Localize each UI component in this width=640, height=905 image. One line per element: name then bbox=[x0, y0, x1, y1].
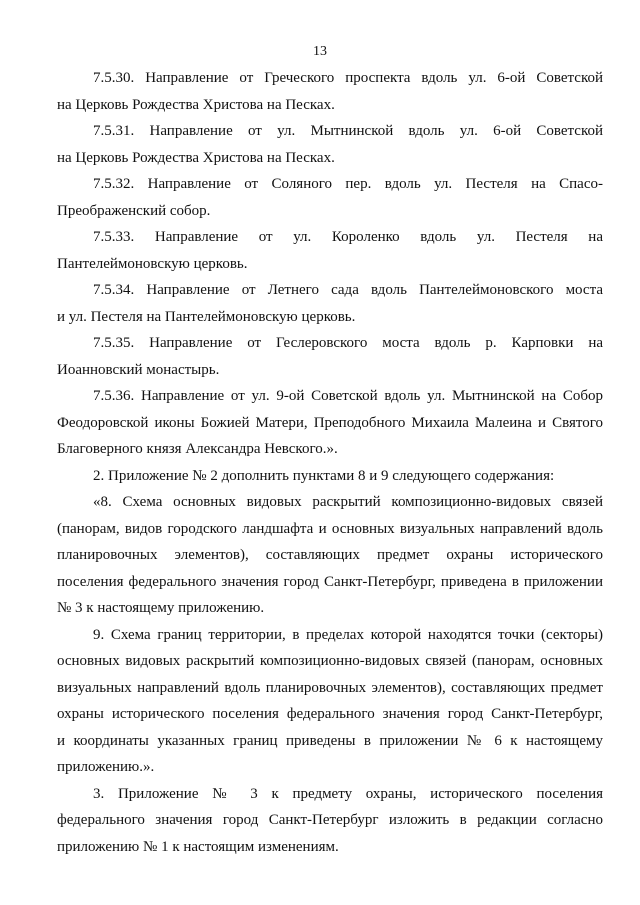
text-line: приложению № 1 к настоящим изменениям. bbox=[57, 839, 339, 855]
text-line: № 3 к настоящему приложению. bbox=[57, 600, 265, 616]
text-line: на Церковь Рождества Христова на Песках. bbox=[57, 97, 335, 113]
text-line: «8. Схема основных видовых раскрытий композиционно-видовых связей bbox=[93, 494, 603, 510]
text-line: 7.5.30. Направление от Греческого проспекта вдоль ул. 6-ой Советской bbox=[93, 70, 603, 86]
text-line: 7.5.31. Направление от ул. Мытнинской вдоль ул. 6-ой Советской bbox=[93, 123, 603, 139]
text-line: на Церковь Рождества Христова на Песках. bbox=[57, 150, 335, 166]
text-line: Пантелеймоновскую церковь. bbox=[57, 256, 248, 272]
text-line: федерального значения город Санкт-Петербург изложить в редакции согласно bbox=[57, 812, 603, 828]
text-line: 7.5.36. Направление от ул. 9-ой Советской вдоль ул. Мытнинской на Собор bbox=[93, 388, 603, 404]
text-line: Феодоровской иконы Божией Матери, Преподобного Михаила Малеина и Святого bbox=[57, 415, 603, 431]
text-line: 2. Приложение № 2 дополнить пунктами 8 и 9 следующего содержания: bbox=[93, 468, 555, 484]
text-line: поселения федерального значения город Санкт-Петербург, приведена в приложении bbox=[57, 574, 603, 590]
text-line: планировочных элементов), составляющих предмет охраны исторического bbox=[57, 547, 603, 563]
text-line: Преображенский собор. bbox=[57, 203, 211, 219]
text-line: 7.5.34. Направление от Летнего сада вдоль Пантелеймоновского моста bbox=[93, 282, 603, 298]
text-line: 7.5.32. Направление от Соляного пер. вдоль ул. Пестеля на Спасо- bbox=[93, 176, 603, 192]
text-line: приложению.». bbox=[57, 759, 155, 775]
text-line: Иоанновский монастырь. bbox=[57, 362, 220, 378]
page-number: 13 bbox=[313, 44, 327, 59]
text-line: (панорам, видов городского ландшафта и основных визуальных направлений вдоль bbox=[57, 521, 603, 537]
text-line: 7.5.35. Направление от Геслеровского моста вдоль р. Карповки на bbox=[93, 335, 603, 351]
text-line: визуальных направлений вдоль планировочных элементов), составляющих предмет bbox=[57, 680, 603, 696]
text-line: и координаты указанных границ приведены в приложении № 6 к настоящему bbox=[57, 733, 603, 749]
text-line: 9. Схема границ территории, в пределах которой находятся точки (секторы) bbox=[93, 627, 603, 643]
text-line: охраны исторического поселения федерального значения город Санкт-Петербург, bbox=[57, 706, 603, 722]
text-line: и ул. Пестеля на Пантелеймоновскую церковь. bbox=[57, 309, 356, 325]
text-line: Благоверного князя Александра Невского.». bbox=[57, 441, 338, 457]
text-line: основных видовых раскрытий композиционно-видовых связей (панорам, основных bbox=[57, 653, 603, 669]
text-line: 3. Приложение № 3 к предмету охраны, исторического поселения bbox=[93, 786, 603, 802]
text-line: 7.5.33. Направление от ул. Короленко вдоль ул. Пестеля на bbox=[93, 229, 603, 245]
